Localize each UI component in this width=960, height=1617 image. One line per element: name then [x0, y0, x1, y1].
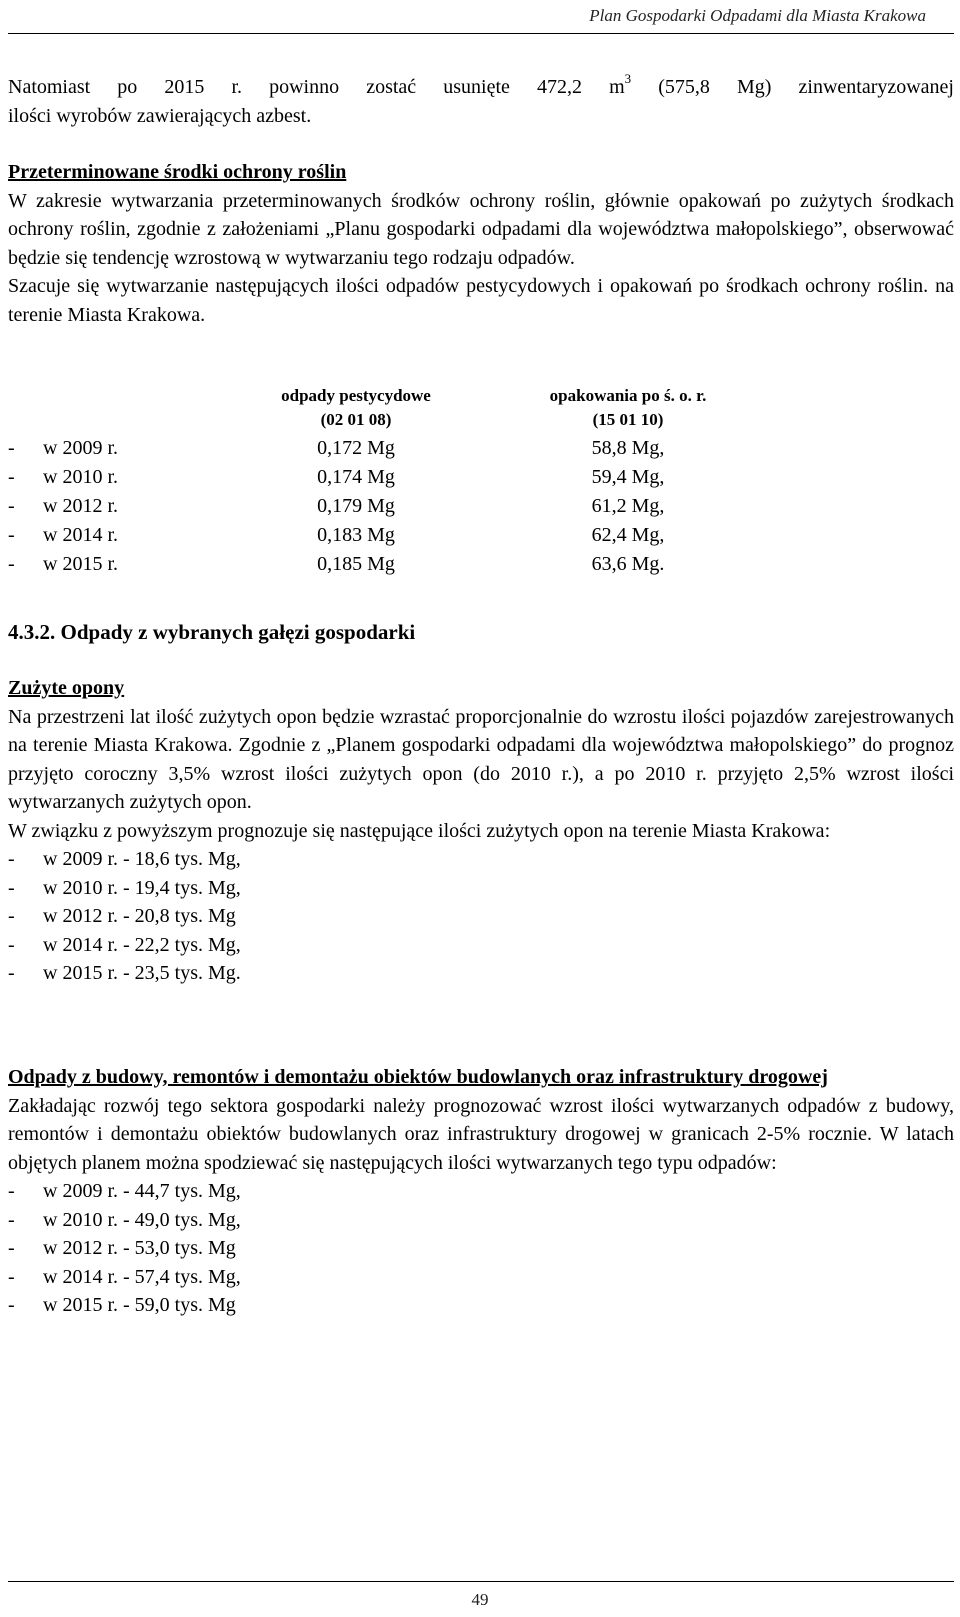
pesticides-table: [8, 384, 954, 579]
table-row: - w 2010 r. 0,174 Mg 59,4 Mg,: [8, 466, 665, 488]
superscript: 3: [624, 71, 632, 86]
pesticides-paragraph-2: Szacuje się wytwarzanie następujących ilości odpadów pestycydowych i opakowań po środkach ochrony roślin. na terenie Miasta Krakowa.: [8, 275, 954, 326]
list-item: - w 2015 r. - 23,5 tys. Mg.: [8, 962, 241, 984]
construction-paragraph-1: Zakładając rozwój tego sektora gospodarki należy prognozować wzrost ilości wytwarzanych odpadów z budowy, remontów i demontażu obiektów budowlanych oraz infrastruktury drogowej w granicach 2-5% rocznie. W latach objętych planem można spodziewać się następujących ilości wytwarzanych tego typu odpadów:: [8, 1094, 954, 1174]
intro-line-2: ilości wyrobów zawierających azbest.: [8, 104, 312, 127]
page-number: 49: [471, 1590, 489, 1609]
list-item: - w 2015 r. - 59,0 tys. Mg: [8, 1294, 236, 1316]
column-header-packaging: opakowania po ś. o. r. (15 01 10): [549, 386, 707, 429]
list-item: - w 2009 r. - 18,6 tys. Mg,: [8, 848, 241, 870]
construction-heading: Odpady z budowy, remontów i demontażu obiektów budowlanych oraz infrastruktury drogowej: [8, 1066, 828, 1088]
pesticides-heading: Przeterminowane środki ochrony roślin: [8, 161, 347, 183]
pesticides-section: [8, 158, 954, 329]
intro-line-1: Natomiast po 2015 r. powinno zostać usunięte 472,2 $m^3$ (575,8 Mg) zinwentaryzowanej: [8, 71, 954, 98]
tyres-section: [8, 674, 954, 988]
footer-rule: [8, 1581, 954, 1582]
pesticides-paragraph-1: W zakresie wytwarzania przeterminowanych środków ochrony roślin, głównie opakowań po zużytych środkach ochrony roślin, zgodnie z założeniami „Planu gospodarki odpadami dla województwa małopolskiego”, obserwować będzie się tendencję wzrostową w wytwarzaniu tego rodzaju odpadów.: [8, 189, 954, 269]
construction-section: [8, 1063, 954, 1320]
tyres-paragraph-1: Na przestrzeni lat ilość zużytych opon będzie wzrastać proporcjonalnie do wzrostu ilości pojazdów zarejestrowanych na terenie Miasta Krakowa. Zgodnie z „Planem gospodarki odpadami dla województwa małopolskiego” do prognoz przyjęto coroczny 3,5% wzrost ilości zużytych opon (do 2010 r.), a po 2010 r. przyjęto 2,5% wzrost ilości wytwarzanych zużytych opon.: [8, 705, 954, 813]
tyres-paragraph-2: W związku z powyższym prognozuje się następujące ilości zużytych opon na terenie Miasta Krakowa:: [8, 819, 831, 842]
table-row: - w 2012 r. 0,179 Mg 61,2 Mg,: [8, 495, 665, 517]
list-item: - w 2014 r. - 22,2 tys. Mg,: [8, 933, 241, 956]
table-row: - w 2014 r. 0,183 Mg 62,4 Mg,: [8, 524, 665, 546]
header-rule: [8, 33, 954, 34]
table-header: [8, 384, 954, 434]
list-item: - w 2009 r. - 44,7 tys. Mg,: [8, 1180, 241, 1202]
table-row: - w 2015 r. 0,185 Mg 63,6 Mg.: [8, 553, 665, 575]
list-item: - w 2010 r. - 49,0 tys. Mg,: [8, 1208, 241, 1231]
list-item: - w 2014 r. - 57,4 tys. Mg,: [8, 1265, 241, 1288]
intro-block: [8, 73, 954, 130]
table-row: - w 2009 r. 0,172 Mg 58,8 Mg,: [8, 437, 665, 459]
list-item: - w 2010 r. - 19,4 tys. Mg,: [8, 876, 241, 899]
page-header: Plan Gospodarki Odpadami dla Miasta Krakowa: [589, 6, 926, 25]
section-heading-block: [8, 618, 954, 647]
column-header-pesticide: odpady pestycydowe (02 01 08): [281, 386, 431, 429]
list-item: - w 2012 r. - 53,0 tys. Mg: [8, 1237, 236, 1259]
list-item: - w 2012 r. - 20,8 tys. Mg: [8, 905, 236, 927]
tyres-heading: Zużyte opony: [8, 677, 125, 699]
section-heading: 4.3.2. Odpady z wybranych gałęzi gospodarki: [8, 620, 416, 644]
